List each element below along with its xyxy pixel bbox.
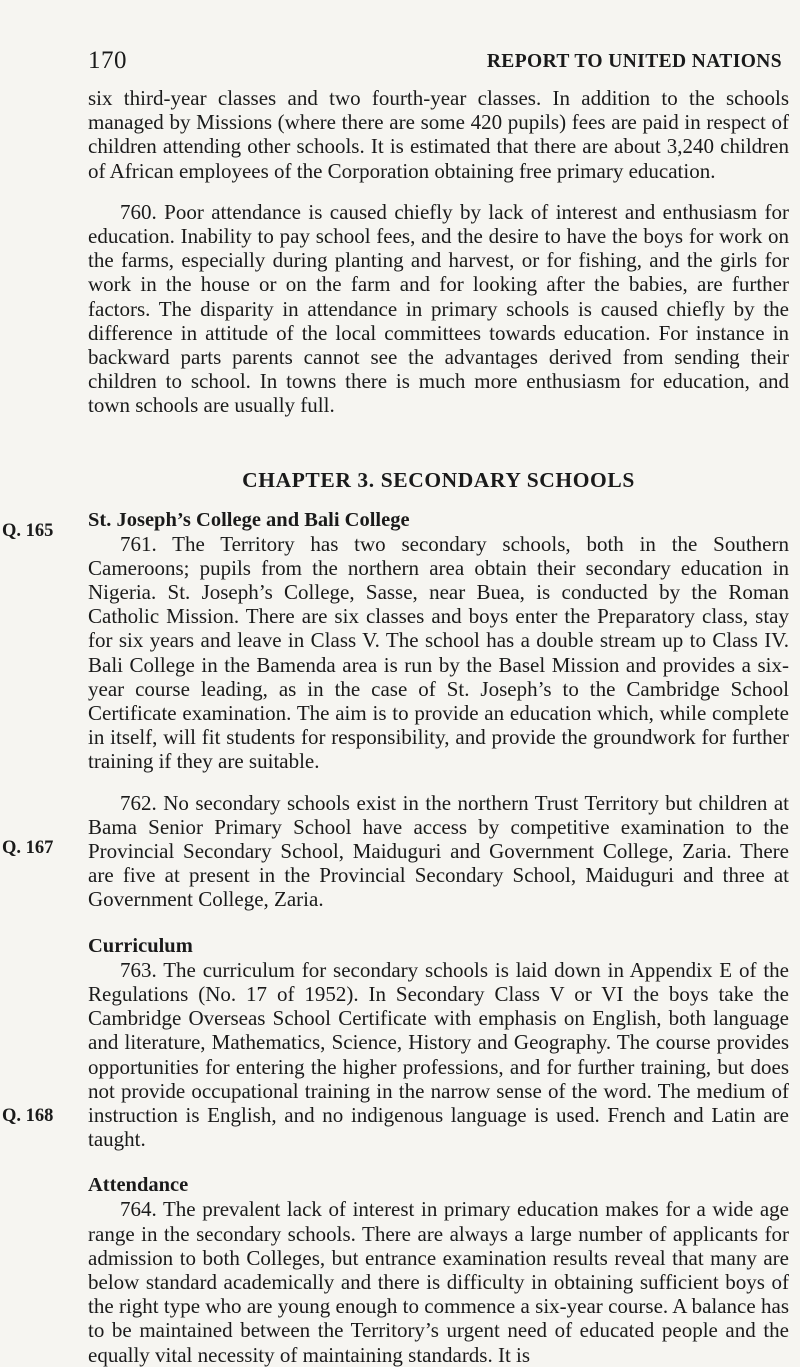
section-heading-colleges: St. Joseph’s College and Bali College (88, 508, 410, 531)
paragraph-continued: six third-year classes and two fourth-year classes. In addition to the schools managed by Missions (where there are some 420 pupils) fees are paid in respect of children attending other schools. It is estimated that there are about 3,240 children of African employees of the Corporation obtaining free primary education. (88, 86, 789, 183)
margin-reference-q165: Q. 165 (2, 521, 54, 541)
paragraph-763: 763. The curriculum for secondary schools is laid down in Appendix E of the Regulations (No. 17 of 1952). In Secondary Class V or VI the boys take the Cambridge Overseas School Certificate with emphasis on English, both language and literature, Mathematics, Science, History and Geography. The course provides opportunities for entering the higher professions, and for further training, but does not provide occupational training in the narrow sense of the word. The medium of instruction is English, and no indigenous language is used. French and Latin are taught. (88, 957, 789, 1152)
margin-reference-q167: Q. 167 (2, 838, 54, 858)
running-title: REPORT TO UNITED NATIONS (486, 51, 782, 72)
section-heading-attendance: Attendance (88, 1174, 189, 1197)
section-heading-curriculum: Curriculum (88, 934, 193, 957)
paragraph-761: 761. The Territory has two secondary schools, both in the Southern Cameroons; pupils from the northern area obtain their secondary education in Nigeria. St. Joseph’s College, Sasse, near Buea, is conducted by the Roman Catholic Mission. There are six classes and boys enter the Preparatory class, stay for six years and leave in Class V. The school has a double stream up to Class IV. Bali College in the Bamenda area is run by the Basel Mission and provides a six-year course leading, as in the case of St. Joseph’s to the Cambridge School Certificate examination. The aim is to provide an education which, while complete in itself, will fit students for responsibility, and provide the groundwork for further training if they are suitable. (88, 531, 789, 774)
body-text (88, 86, 789, 1367)
chapter-heading: CHAPTER 3. SECONDARY SCHOOLS (242, 467, 635, 492)
paragraph-762: 762. No secondary schools exist in the northern Trust Territory but children at Bama Senior Primary School have access by competitive examination to the Provincial Secondary School, Maiduguri and Government College, Zaria. There are five at present in the Provincial Secondary School, Maiduguri and three at Government College, Zaria. (88, 790, 789, 912)
paragraph-764: 764. The prevalent lack of interest in primary education makes for a wide age range in the secondary schools. There are always a large number of applicants for admission to both Colleges, but entrance examination results reveal that many are below standard academically and there is difficulty in obtaining sufficient boys of the right type who are young enough to commence a six-year course. A balance has to be maintained between the Territory’s urgent need of educated people and the equally vital necessity of maintaining standards. It is (88, 1197, 789, 1367)
paragraph-760: 760. Poor attendance is caused chiefly by lack of interest and enthusiasm for education. Inability to pay school fees, and the desire to have the boys for work on the farms, especially during planting and harvest, or for fishing, and the girls for work in the house or on the farm and for looking after the babies, are further factors. The disparity in attendance in primary schools is caused chiefly by the difference in attitude of the local committees towards education. For instance in backward parts parents cannot see the advantages derived from sending their children to school. In towns there is much more enthusiasm for education, and town schools are usually full. (88, 199, 789, 418)
page-number: 170 (88, 47, 127, 74)
margin-reference-q168: Q. 168 (2, 1106, 54, 1126)
